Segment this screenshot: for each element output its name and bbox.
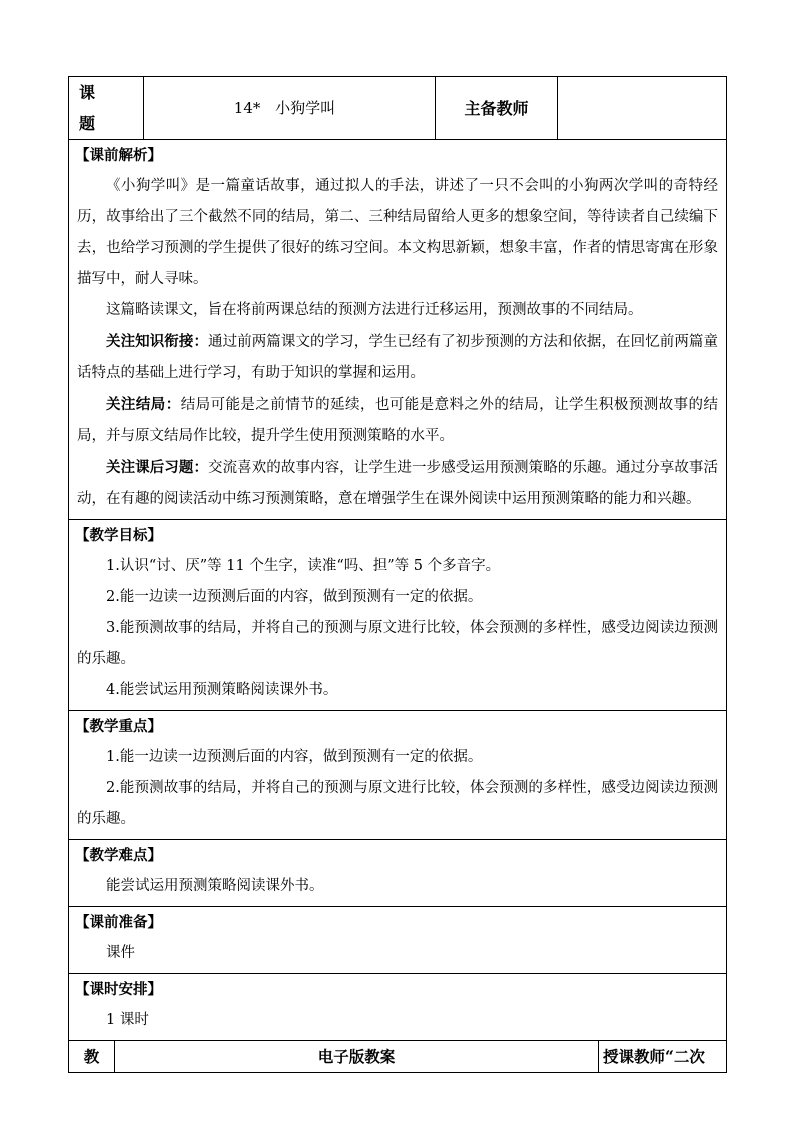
lesson-number: 14* [233,98,261,117]
knowledge-link-keyword: 关注知识衔接： [106,333,209,350]
ending-keyword: 关注结局： [106,396,181,413]
teacher-value [558,77,727,140]
footer-right: 授课教师“二次 [599,1041,727,1073]
key-point-item: 2.能预测故事的结局，并将自己的预测与原文进行比较，体会预测的多样性，感受边阅读边预测的乐趣。 [77,780,718,827]
key-points-title: 【教学重点】 [75,718,162,735]
knowledge-link-text: 通过前两篇课文的学习，学生已经有了初步预测的方法和依据，在回忆前两篇童话特点的基础上进行学习，有助于知识的掌握和运用。 [77,334,719,381]
prep-row [69,907,727,974]
goals-row [69,520,727,711]
analysis-paragraph-2: 这篇略读课文，旨在将前两课总结的预测方法进行迁移运用，预测故事的不同结局。 [106,302,643,318]
goal-item: 4.能尝试运用预测策略阅读课外书。 [106,682,338,698]
analysis-paragraph-1: 《小狗学叫》是一篇童话故事，通过拟人的手法，讲述了一只不会叫的小狗两次学叫的奇特经历，故事给出了三个截然不同的结局，第二、三种结局留给人更多的想象空间，等待读者自己续编下去，也给学习预测的学生提供了很好的练习空间。本文构思新颖，想象丰富，作者的情思寄寓在形象描写中，耐人寻味。 [77,178,718,287]
prep-title: 【课前准备】 [75,914,162,931]
topic-label: 课 题 [69,77,144,140]
analysis-row [69,140,727,520]
lesson-plan-table [68,76,727,1041]
analysis-paragraph-3 [77,326,718,389]
header-row [69,77,727,140]
lesson-title-cell [144,77,436,140]
exercise-text: 交流喜欢的故事内容，让学生进一步感受运用预测策略的乐趣。通过分享故事活动，在有趣的阅读活动中练习预测策略，意在增强学生在课外阅读中运用预测策略的能力和兴趣。 [77,460,719,507]
prep-text: 课件 [106,945,135,961]
teacher-label: 主备教师 [436,77,558,140]
ending-text: 结局可能是之前情节的延续，也可能是意料之外的结局，让学生积极预测故事的结局，并与原文结局作比较，提升学生使用预测策略的水平。 [77,397,718,444]
analysis-paragraph-5 [77,452,718,515]
schedule-row [69,974,727,1041]
analysis-paragraph-4 [77,389,718,452]
difficulty-row [69,840,727,907]
goal-item: 2.能一边读一边预测后面的内容，做到预测有一定的依据。 [106,589,483,605]
lesson-plan-page [68,76,726,1073]
goals-title: 【教学目标】 [75,527,162,544]
difficulty-text: 能尝试运用预测策略阅读课外书。 [106,878,324,894]
schedule-text: 1 课时 [106,1012,149,1028]
schedule-title: 【课时安排】 [75,981,162,998]
footer-middle: 电子版教案 [115,1041,599,1073]
key-point-item: 1.能一边读一边预测后面的内容，做到预测有一定的依据。 [106,749,483,765]
exercise-keyword: 关注课后习题： [106,459,209,476]
lesson-title: 小狗学叫 [275,98,336,117]
goal-item: 3.能预测故事的结局，并将自己的预测与原文进行比较，体会预测的多样性，感受边阅读边预测的乐趣。 [77,620,718,667]
key-points-row [69,711,727,840]
difficulty-title: 【教学难点】 [75,847,162,864]
goal-item: 1.认识“讨、厌”等 11 个生字，读准“吗、担”等 5 个多音字。 [106,558,501,574]
footer-table [68,1040,727,1073]
analysis-title: 【课前解析】 [75,147,162,164]
footer-left: 教 [69,1041,115,1073]
